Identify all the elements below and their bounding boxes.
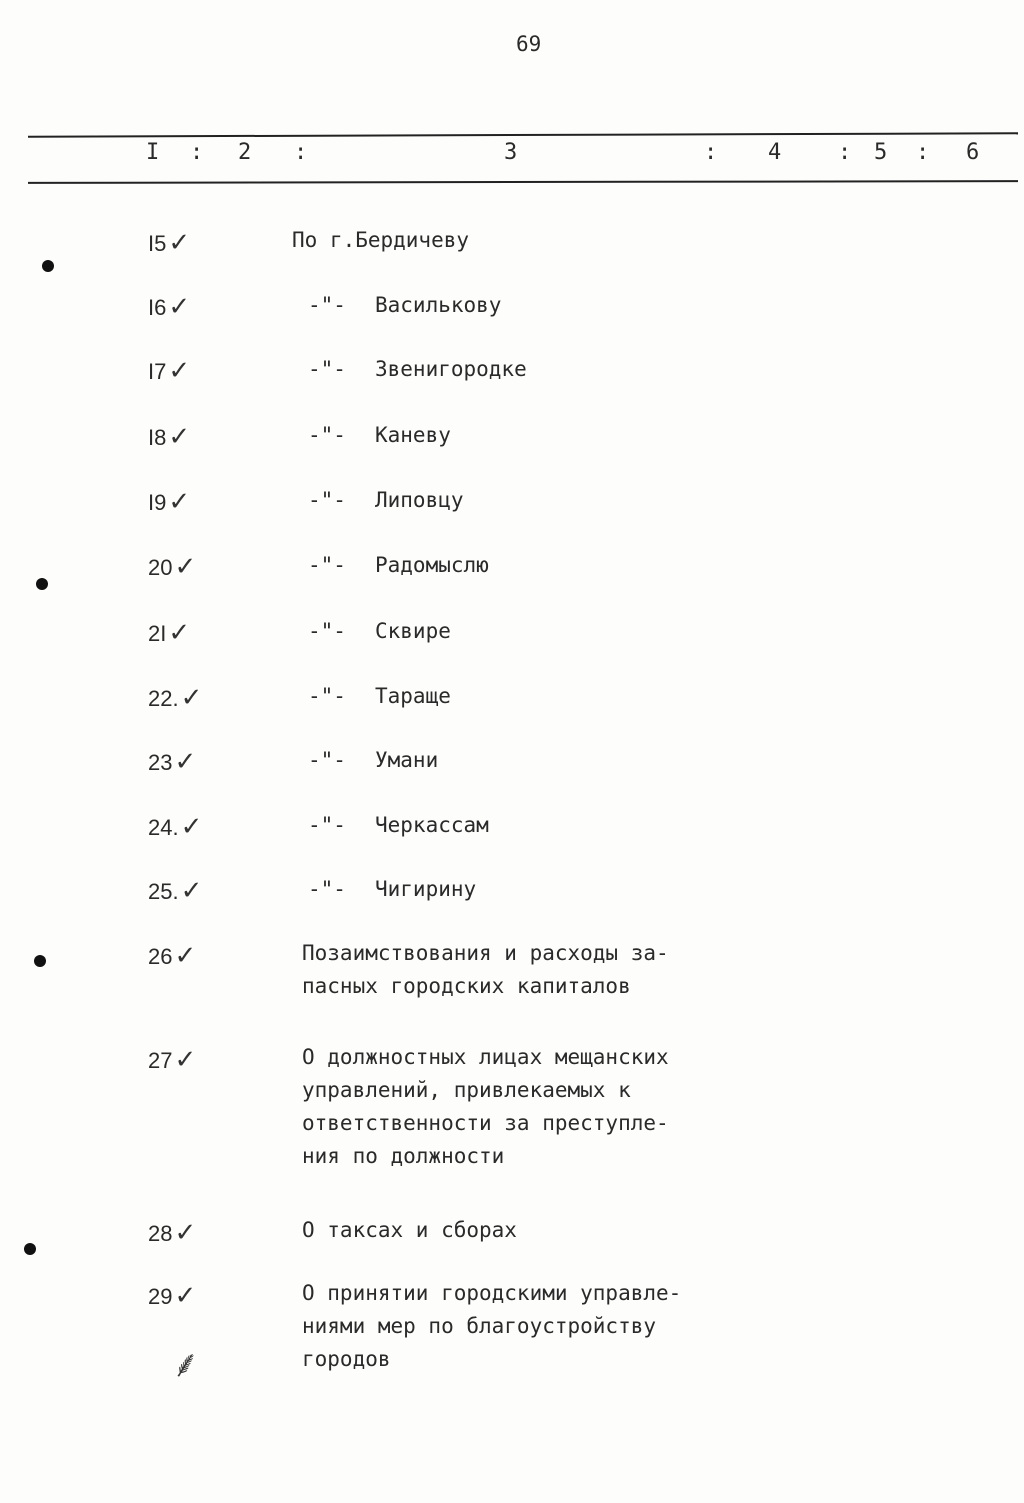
entry-title: По г.Бердичеву bbox=[292, 228, 470, 252]
entry-number-text: 28 bbox=[148, 1221, 173, 1246]
column-header-2: 2 bbox=[238, 140, 252, 165]
entry-title: Каневу bbox=[375, 423, 451, 447]
page-number: 69 bbox=[516, 32, 542, 56]
entry-title: О должностных лицах мещанских управлений, привлекаемых к ответственности за преступле- ния по должности bbox=[302, 1045, 669, 1168]
entry-number-text: 23 bbox=[148, 750, 173, 775]
ditto-mark: -"- bbox=[308, 877, 346, 901]
checkmark-icon: ✓ bbox=[168, 618, 191, 648]
header-rule-top bbox=[28, 132, 1018, 137]
entry-number bbox=[148, 422, 190, 452]
binder-hole-dot bbox=[24, 1243, 36, 1255]
entry-number-text: I7 bbox=[148, 359, 167, 384]
column-header-1: I bbox=[146, 140, 160, 165]
ditto-mark: -"- bbox=[308, 357, 346, 381]
entry-title: О таксах и сборах bbox=[302, 1218, 517, 1242]
entry-title: Радомыслю bbox=[375, 553, 489, 577]
column-header-4: 4 bbox=[768, 140, 782, 165]
entry-number-text: 2I bbox=[148, 621, 167, 646]
entry-number bbox=[148, 552, 196, 582]
entry-number-text: 20 bbox=[148, 555, 173, 580]
entry-title: Тараще bbox=[375, 684, 451, 708]
entry-number bbox=[148, 941, 196, 971]
entry-number bbox=[148, 876, 202, 906]
entry-number-text: 22. bbox=[148, 686, 179, 711]
entry-number bbox=[148, 292, 190, 322]
entry-number-text: 26 bbox=[148, 944, 173, 969]
entry-number-text: 29 bbox=[148, 1284, 173, 1309]
checkmark-icon: ✓ bbox=[174, 1218, 197, 1248]
entry-number bbox=[148, 747, 196, 777]
entry-number bbox=[148, 1218, 196, 1248]
checkmark-icon: ✓ bbox=[168, 228, 191, 258]
entry-number-text: I5 bbox=[148, 231, 167, 256]
ditto-mark: -"- bbox=[308, 423, 346, 447]
entry-number bbox=[148, 683, 202, 713]
entry-number bbox=[148, 487, 190, 517]
ditto-mark: -"- bbox=[308, 684, 346, 708]
column-separator: : bbox=[294, 140, 308, 165]
entry-number bbox=[148, 812, 202, 842]
checkmark-icon: ✓ bbox=[168, 487, 191, 517]
checkmark-icon: ✓ bbox=[174, 552, 197, 582]
ditto-mark: -"- bbox=[308, 813, 346, 837]
header-rule-bottom bbox=[28, 180, 1018, 184]
entry-number-text: I9 bbox=[148, 490, 167, 515]
entry-number-text: 25. bbox=[148, 879, 179, 904]
entry-title: Сквире bbox=[375, 619, 451, 643]
entry-number-text: I8 bbox=[148, 425, 167, 450]
handwritten-signature-mark: ⸙ bbox=[167, 1343, 199, 1387]
entry-number bbox=[148, 1045, 196, 1075]
ditto-mark: -"- bbox=[308, 748, 346, 772]
column-header-5: 5 bbox=[874, 140, 888, 165]
ditto-mark: -"- bbox=[308, 488, 346, 512]
binder-hole-dot bbox=[36, 578, 48, 590]
entry-title: Звенигородке bbox=[375, 357, 527, 381]
binder-hole-dot bbox=[42, 260, 54, 272]
column-separator: : bbox=[916, 140, 930, 165]
entry-title: Умани bbox=[375, 748, 439, 772]
checkmark-icon: ✓ bbox=[168, 292, 191, 322]
ditto-mark: -"- bbox=[308, 293, 346, 317]
entry-title: О принятии городскими управле- ниями мер по благоустройству городов bbox=[302, 1281, 682, 1371]
checkmark-icon: ✓ bbox=[174, 1281, 197, 1311]
entry-number bbox=[148, 228, 190, 258]
ditto-mark: -"- bbox=[308, 619, 346, 643]
entry-title: Черкассам bbox=[375, 813, 489, 837]
column-separator: : bbox=[838, 140, 852, 165]
entry-number-text: 24. bbox=[148, 815, 179, 840]
entry-title: Чигирину bbox=[375, 877, 477, 901]
checkmark-icon: ✓ bbox=[174, 1045, 197, 1075]
checkmark-icon: ✓ bbox=[180, 683, 203, 713]
entry-number bbox=[148, 1281, 196, 1311]
entry-number bbox=[148, 356, 190, 386]
binder-hole-dot bbox=[34, 955, 46, 967]
checkmark-icon: ✓ bbox=[168, 356, 191, 386]
checkmark-icon: ✓ bbox=[180, 876, 203, 906]
entry-number-text: 27 bbox=[148, 1048, 173, 1073]
entry-number-text: I6 bbox=[148, 295, 167, 320]
checkmark-icon: ✓ bbox=[168, 422, 191, 452]
checkmark-icon: ✓ bbox=[180, 812, 203, 842]
column-separator: : bbox=[190, 140, 204, 165]
entry-title: Василькову bbox=[375, 293, 502, 317]
column-header-6: 6 bbox=[966, 140, 980, 165]
entry-number bbox=[148, 618, 190, 648]
entry-title: Позаимствования и расходы за- пасных городских капиталов bbox=[302, 941, 669, 998]
checkmark-icon: ✓ bbox=[174, 941, 197, 971]
column-separator: : bbox=[704, 140, 718, 165]
checkmark-icon: ✓ bbox=[174, 747, 197, 777]
ditto-mark: -"- bbox=[308, 553, 346, 577]
entry-title: Липовцу bbox=[375, 488, 464, 512]
column-header-3: 3 bbox=[504, 140, 518, 165]
